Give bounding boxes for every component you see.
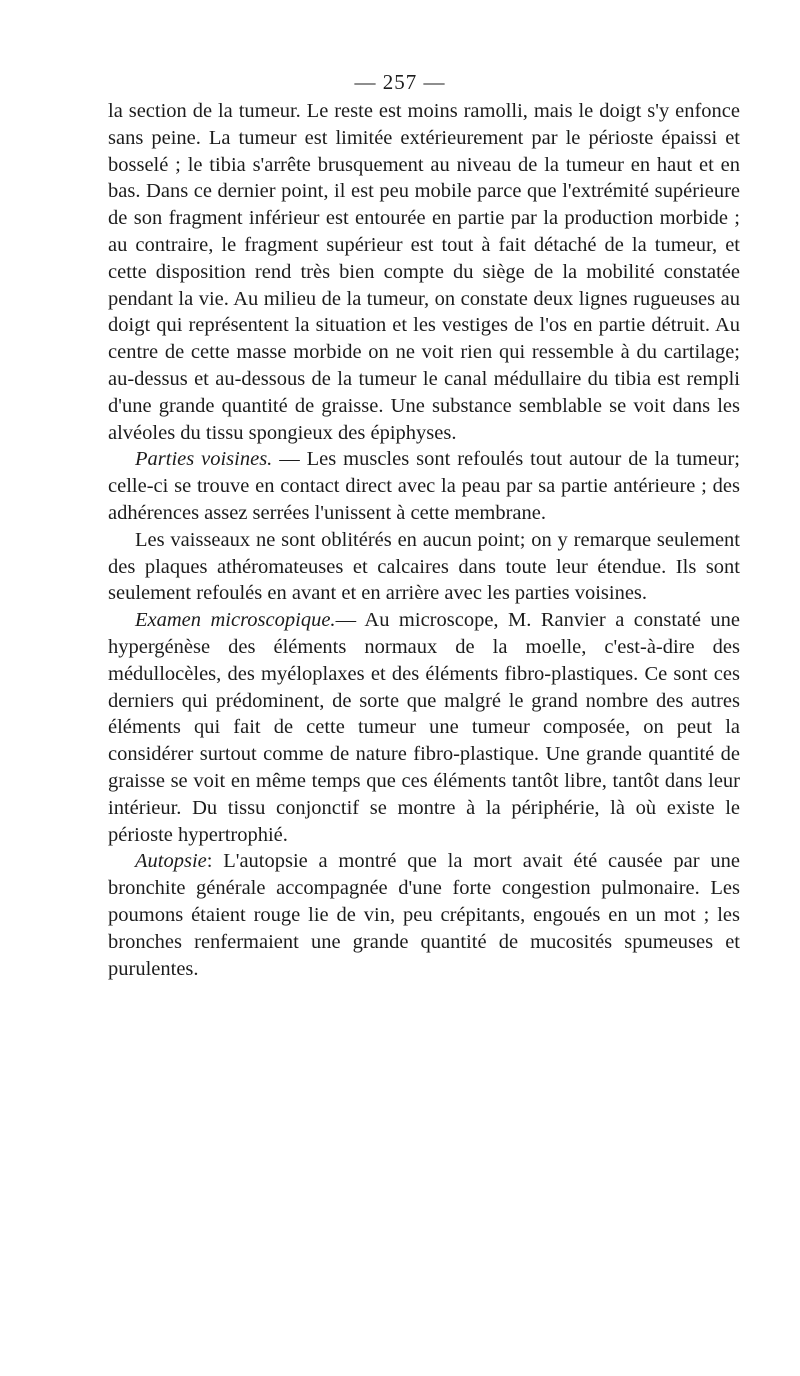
section-heading-parties-voisines: Parties voisines. bbox=[135, 448, 273, 471]
body-text bbox=[108, 98, 740, 982]
paragraph-text: : L'autopsie a montré que la mort avait été causée par une bronchite générale accompagnée d'une forte congestion pulmonaire. Les poumons étaient rouge lie de vin, peu crépitants, engoués en un mot ; les bronches renfermaient une grande quantité de mucosités spumeuses et purulentes. bbox=[108, 850, 740, 980]
page-number: — 257 — bbox=[354, 70, 446, 94]
paragraph-vaisseaux bbox=[108, 527, 740, 607]
paragraph-autopsie bbox=[108, 848, 740, 982]
paragraph-text: — Au microscope, M. Ranvier a constaté une hypergénèse des éléments normaux de la moelle, c'est-à-dire des médullocèles, des myéloplaxes et des éléments fibro-plastiques. Ce sont ces derniers qui prédominent, de sorte que malgré le grand nombre des autres éléments qui fait de cette tumeur une tumeur composée, on peut la considérer surtout comme de nature fibro-plastique. Une grande quantité de graisse se voit en même temps que ces éléments tantôt libre, tantôt dans leur intérieur. Du tissu conjonctif se montre à la périphérie, là où existe le périoste hypertrophié. bbox=[108, 609, 740, 846]
paragraph-examen-microscopique bbox=[108, 607, 740, 848]
section-heading-autopsie: Autopsie bbox=[135, 850, 207, 873]
paragraph-tumeur-description bbox=[108, 98, 740, 446]
paragraph-text: — Les muscles sont refoulés tout autour de la tumeur; celle-ci se trouve en contact direct avec la peau par sa partie antérieure ; des adhérences assez serrées l'unissent à cette membrane. bbox=[108, 448, 740, 524]
section-heading-examen-microscopique: Examen microscopique. bbox=[135, 609, 336, 632]
paragraph-text: la section de la tumeur. Le reste est moins ramolli, mais le doigt s'y enfonce sans peine. La tumeur est limitée extérieurement par le périoste épaissi et bosselé ; le tibia s'arrête brusquement au niveau de la tumeur en haut et en bas. Dans ce dernier point, il est peu mobile parce que l'extrémité supérieure de son fragment inférieur est entourée en partie par la production morbide ; au contraire, le fragment supérieur est tout à fait détaché de la tumeur, et cette disposition rend très bien compte du siège de la mobilité constatée pendant la vie. Au milieu de la tumeur, on constate deux lignes rugueuses au doigt qui représentent la situation et les vestiges de l'os en partie détruit. Au centre de cette masse morbide on ne voit rien qui ressemble à du cartilage; au-dessus et au-dessous de la tumeur le canal médullaire du tibia est rempli d'une grande quantité de graisse. Une substance semblable se voit dans les alvéoles du tissu spongieux des épiphyses. bbox=[108, 100, 740, 444]
paragraph-text: Les vaisseaux ne sont oblitérés en aucun point; on y remarque seulement des plaques athéromateuses et calcaires dans toute leur étendue. Ils sont seulement refoulés en avant et en arrière avec les parties voisines. bbox=[108, 528, 740, 605]
paragraph-parties-voisines bbox=[108, 446, 740, 526]
